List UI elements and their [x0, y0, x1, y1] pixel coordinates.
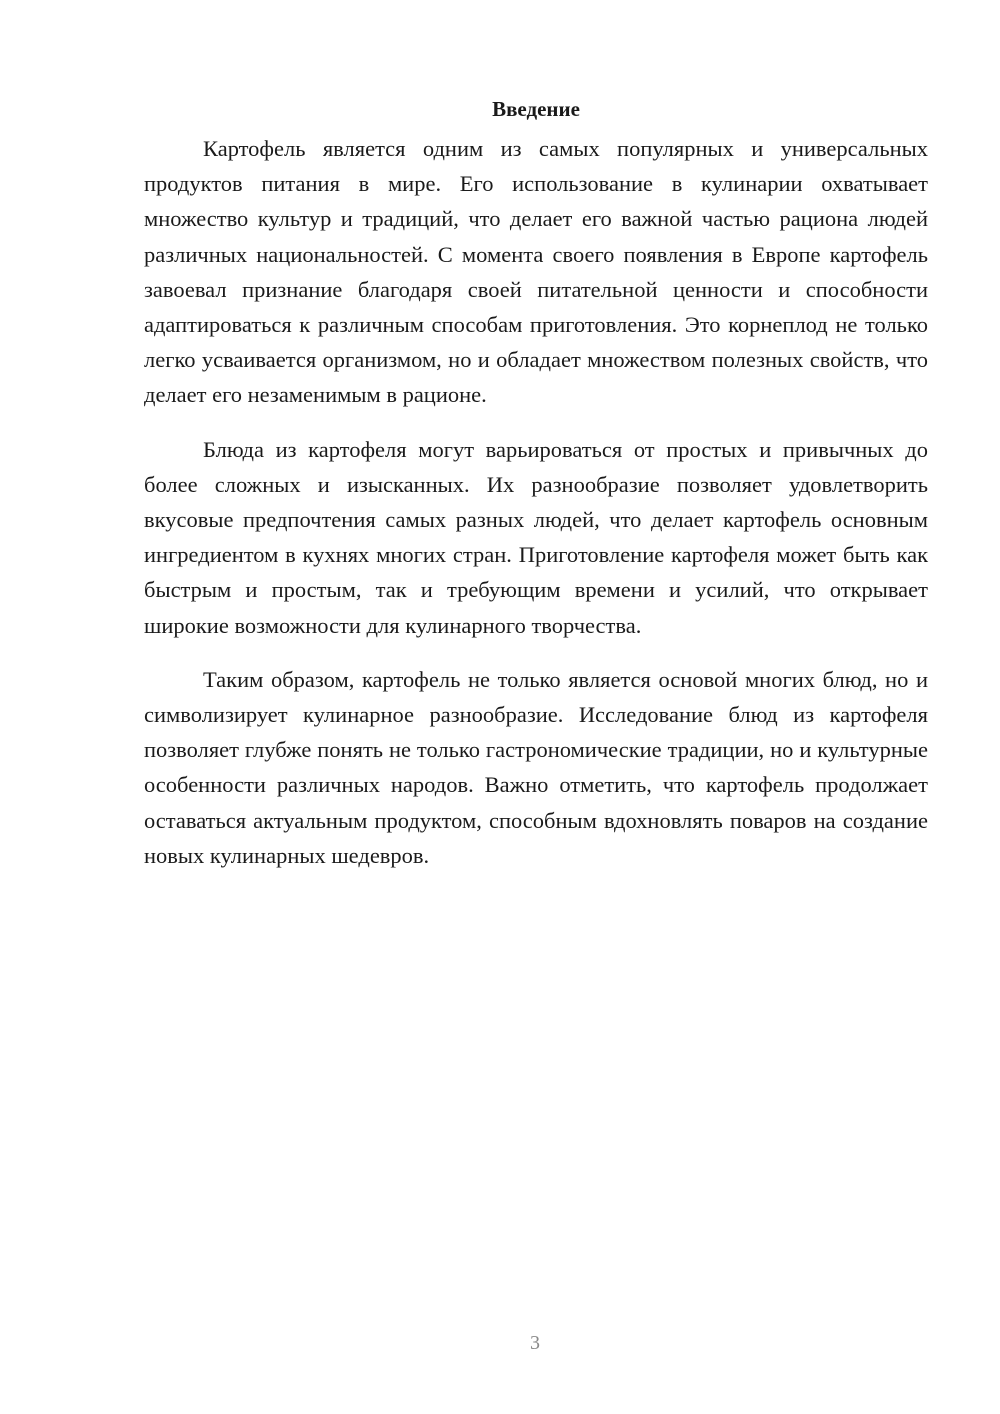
section-heading: Введение	[492, 97, 580, 121]
paragraph-dishes: Блюда из картофеля могут варьироваться от простых и привычных до более сложных и изысканных. Их разнообразие позволяет удовлетворить вкусовые предпочтения самых разных людей, что делает картофель основным ингредиентом в кухнях многих стран. Приготовление картофеля может быть как быстрым и простым, так и требующим времени и усилий, что открывает широкие возможности для кулинарного творчества.	[144, 436, 928, 638]
page-number: 3	[530, 1332, 540, 1354]
paragraph-conclusion: Таким образом, картофель не только является основой многих блюд, но и символизирует кулинарное разнообразие. Исследование блюд из картофеля позволяет глубже понять не только гастрономические традиции, но и культурные особенности различных народов. Важно отметить, что картофель продолжает оставаться актуальным продуктом, способным вдохновлять поваров на создание новых кулинарных шедевров.	[144, 666, 928, 868]
page-content	[144, 92, 928, 892]
paragraph-intro: Картофель является одним из самых популярных и универсальных продуктов питания в мире. Его использование в кулинарии охватывает множество культур и традиций, что делает его важной частью рациона людей различных национальностей. С момента своего появления в Европе картофель завоевал признание благодаря своей питательной ценности и способности адаптироваться к различным способам приготовления. Это корнеплод не только легко усваивается организмом, но и обладает множеством полезных свойств, что делает его незаменимым в рационе.	[144, 136, 928, 408]
